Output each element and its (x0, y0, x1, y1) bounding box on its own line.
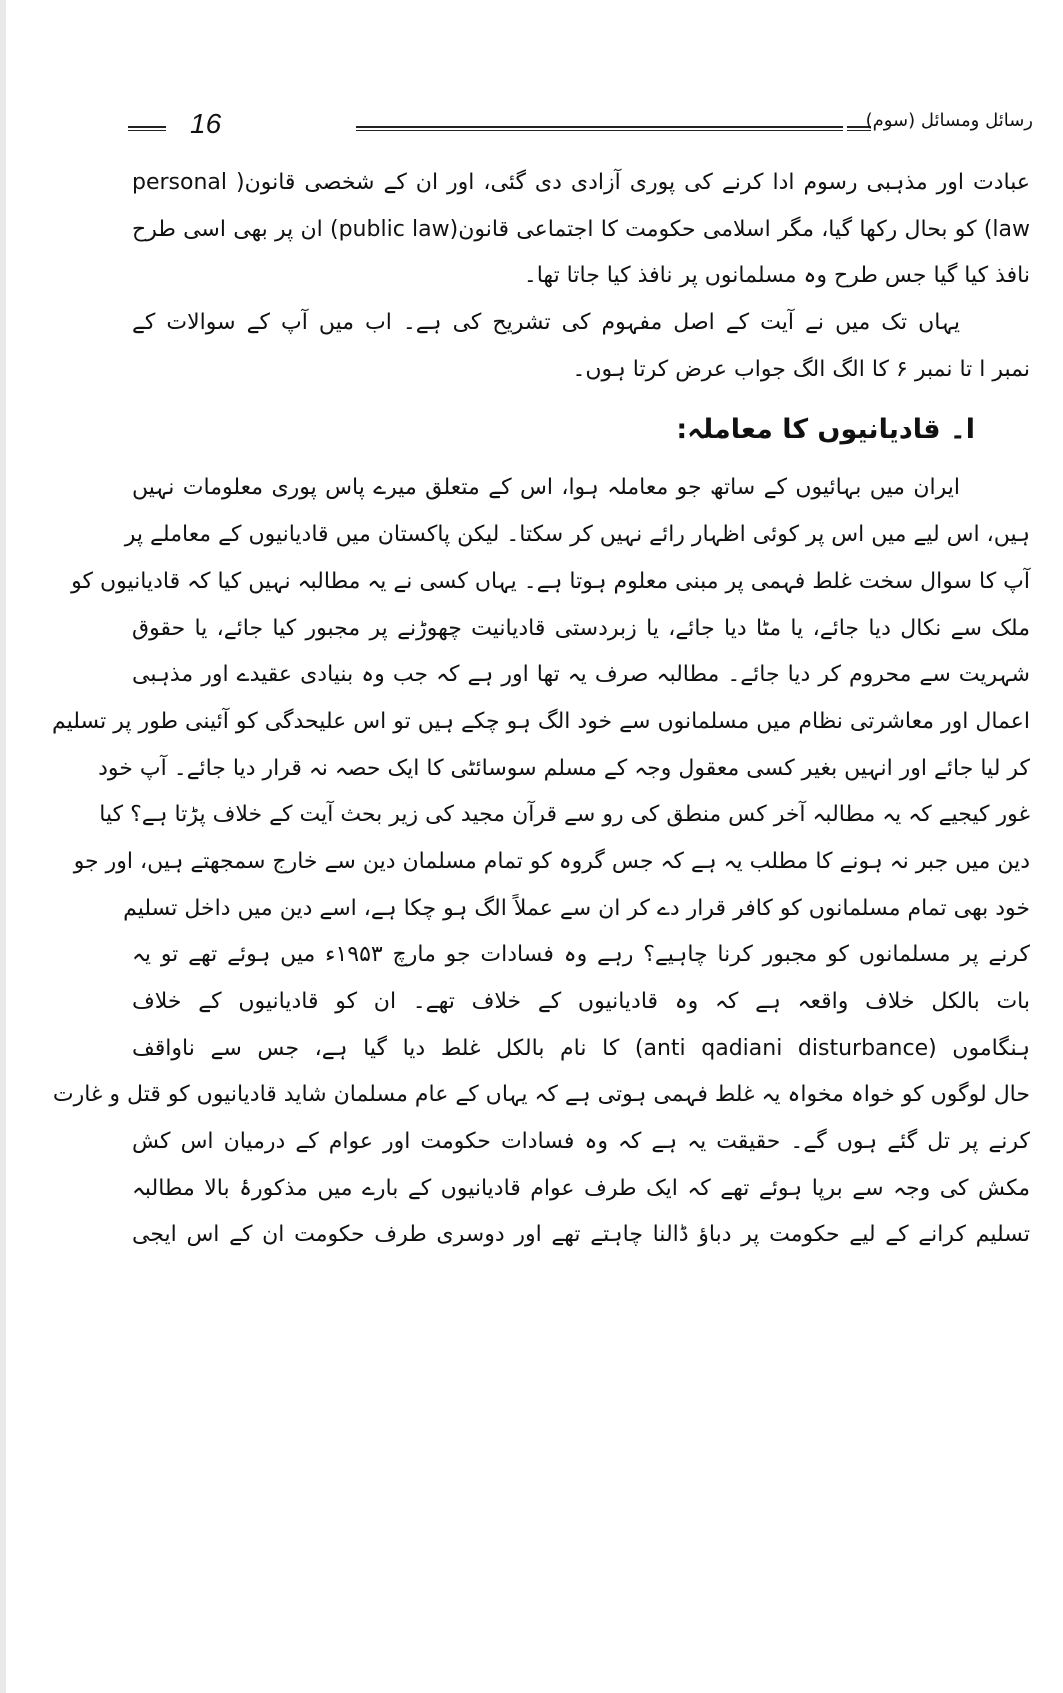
text-line: کرنے پر تل گئے ہوں گے۔ حقیقت یہ ہے کہ وہ فسادات حکومت اور عوام کے درمیان اس کش (132, 1129, 1030, 1155)
section-heading: ا۔ قادیانیوں کا معاملہ: (676, 414, 975, 446)
text-line: نمبر ا تا نمبر ۶ کا الگ الگ جواب عرض کرتا ہوں۔ (572, 356, 1030, 382)
paragraph-1 (132, 160, 1030, 300)
text-line: ایران میں بہائیوں کے ساتھ جو معاملہ ہوا، اس کے متعلق میرے پاس پوری معلومات نہیں (132, 475, 960, 501)
paragraph-3 (51, 465, 1030, 1259)
text-line: اعمال اور معاشرتی نظام میں مسلمانوں سے خود الگ ہو چکے ہیں تو اس علیحدگی کو آئینی طور پر تسلیم (51, 708, 1030, 734)
header-rule (356, 126, 843, 131)
text-line: عبادت اور مذہبی رسوم ادا کرنے کی پوری آزادی دی گئی، اور ان کے شخصی قانون( personal (132, 170, 1030, 195)
text-line: غور کیجیے کہ یہ مطالبہ آخر کس منطق کی رو سے قرآن مجید کی زیر بحث آیت کے خلاف پڑتا ہے؟ کیا (99, 802, 1030, 828)
text-line: دین میں جبر نہ ہونے کا مطلب یہ ہے کہ جس گروہ کو تمام مسلمان دین سے خارج سمجھتے ہیں، اور جو (73, 848, 1030, 874)
header-rule (128, 126, 166, 131)
page-body (51, 160, 1030, 1259)
text-line: یہاں تک میں نے آیت کے اصل مفہوم کی تشریح کی ہے۔ اب میں آپ کے سوالات کے (132, 310, 960, 336)
text-line: کرنے پر مسلمانوں کو مجبور کرنا چاہیے؟ رہے وہ فسادات جو مارچ ۱۹۵۳ء میں ہوئے تھے تو یہ (132, 942, 1030, 968)
text-line: آپ کا سوال سخت غلط فہمی پر مبنی معلوم ہوتا ہے۔ یہاں کسی نے یہ مطالبہ نہیں کیا کہ قادیانیوں کو (71, 568, 1030, 594)
text-line: بات بالکل خلاف واقعہ ہے کہ وہ قادیانیوں کے خلاف تھے۔ ان کو قادیانیوں کے خلاف (132, 989, 1030, 1014)
paragraph-2 (132, 300, 1030, 393)
text-line: ہنگاموں (anti qadiani disturbance) کا نام بالکل غلط دیا گیا ہے، جس سے ناواقف (132, 1035, 1030, 1061)
running-header (128, 108, 1033, 144)
text-line: ملک سے نکال دیا جائے، یا مٹا دیا جائے، یا زبردستی قادیانیت چھوڑنے پر مجبور کیا جائے، یا حقوق (132, 615, 1030, 641)
text-line: خود بھی تمام مسلمانوں کو کافر قرار دے کر ان سے عملاً الگ ہو چکا ہے، اسے دین میں داخل تسلیم (123, 895, 1030, 921)
text-line: کر لیا جائے اور انہیں بغیر کسی معقول وجہ کے مسلم سوسائٹی کا ایک حصہ نہ قرار دیا جائے۔ آپ خود (98, 755, 1030, 781)
scan-edge (0, 0, 6, 1693)
text-line: حال لوگوں کو خواہ مخواہ یہ غلط فہمی ہوتی ہے کہ یہاں کے عام مسلمان شاید قادیانیوں کو قتل و غارت (52, 1082, 1030, 1108)
text-line: شہریت سے محروم کر دیا جائے۔ مطالبہ صرف یہ تھا اور ہے کہ جب وہ بنیادی عقیدے اور مذہبی (132, 662, 1030, 688)
text-line: مکش کی وجہ سے برپا ہوئے تھے کہ ایک طرف عوام قادیانیوں کے بارے میں مذکورۂ بالا مطالبہ (132, 1175, 1030, 1201)
page-number: 16 (190, 108, 222, 139)
text-line: ہیں، اس لیے میں اس پر کوئی اظہار رائے نہیں کر سکتا۔ لیکن پاکستان میں قادیانیوں کے معاملے پر (124, 522, 1030, 548)
book-title: رسائل ومسائل (سوم) (865, 110, 1033, 131)
text-line: تسلیم کرانے کے لیے حکومت پر دباؤ ڈالنا چاہتے تھے اور دوسری طرف حکومت ان کے اس ایجی (132, 1222, 1030, 1248)
text-line: نافذ کیا گیا جس طرح وہ مسلمانوں پر نافذ کیا جاتا تھا۔ (523, 263, 1030, 289)
text-line: law) کو بحال رکھا گیا، مگر اسلامی حکومت کا اجتماعی قانون(public law) ان پر بھی اسی طرح (132, 216, 1030, 242)
